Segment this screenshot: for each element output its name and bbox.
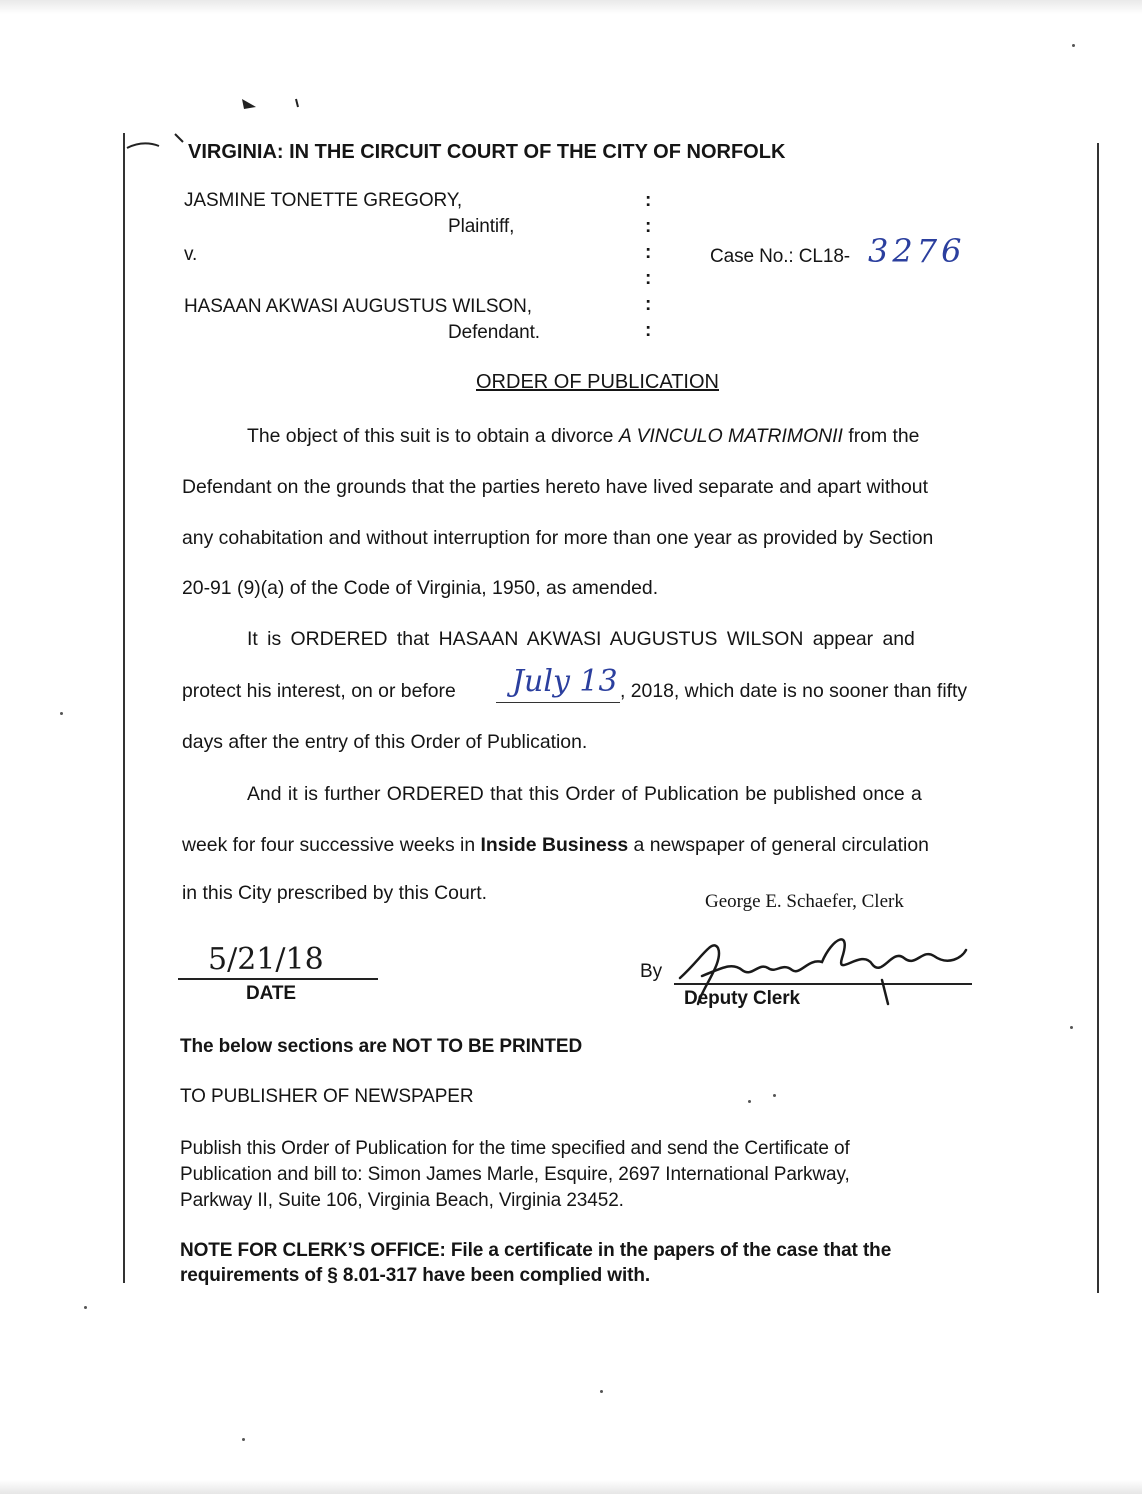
scan-speck <box>1072 44 1075 47</box>
defendant-name: HASAAN AKWASI AUGUSTUS WILSON, <box>184 296 532 317</box>
paragraph1-line3: any cohabitation and without interruption for more than one year as provided by Section <box>182 527 934 549</box>
paragraph2-line1: It is ORDERED that HASAAN AKWASI AUGUSTUS WILSON appear and <box>247 628 915 650</box>
paragraph3-line3: in this City prescribed by this Court. <box>182 882 487 904</box>
paragraph2-line3: days after the entry of this Order of Publication. <box>182 731 588 753</box>
paragraph3-line1: And it is further ORDERED that this Order of Publication be published once a <box>247 783 922 805</box>
order-title: ORDER OF PUBLICATION <box>476 371 719 393</box>
by-label: By <box>640 961 662 982</box>
paragraph3-line2: week for four successive weeks in Inside Business a newspaper of general circulation <box>182 834 929 856</box>
scan-speck <box>1070 1026 1073 1029</box>
hearing-date-handwritten: July 13 <box>512 664 618 699</box>
paragraph1-line1: The object of this suit is to obtain a divorce A VINCULO MATRIMONII from the <box>247 425 920 447</box>
clerk-note-line1: NOTE FOR CLERK’S OFFICE: File a certificate in the papers of the case that the <box>180 1240 892 1261</box>
paragraph1-line4: 20-91 (9)(a) of the Code of Virginia, 1950, as amended. <box>182 577 659 599</box>
clerk-name: George E. Schaefer, Clerk <box>705 891 904 912</box>
plaintiff-name: JASMINE TONETTE GREGORY, <box>184 190 463 211</box>
defendant-role: Defendant. <box>448 322 540 343</box>
not-printed-notice: The below sections are NOT TO BE PRINTED <box>180 1036 583 1057</box>
right-margin-line <box>1097 143 1099 1293</box>
scan-speck <box>242 1438 245 1441</box>
case-number-label: Case No.: CL18- <box>710 246 851 267</box>
scan-speck <box>773 1094 776 1097</box>
scan-speck <box>748 1100 751 1103</box>
clerk-note-line2: requirements of § 8.01-317 have been complied with. <box>180 1265 651 1286</box>
case-number-handwritten: 3276 <box>868 232 966 270</box>
scan-speck <box>60 712 63 715</box>
scan-speck <box>84 1306 87 1309</box>
scan-speck <box>600 1390 603 1393</box>
scan-arrow-mark <box>240 95 310 115</box>
publish-instructions-line1: Publish this Order of Publication for the time specified and send the Certificate of <box>180 1138 850 1159</box>
plaintiff-role: Plaintiff, <box>448 216 515 237</box>
paragraph1-line2: Defendant on the grounds that the parties hereto have lived separate and apart without <box>182 476 928 498</box>
document-page: VIRGINIA: IN THE CIRCUIT COURT OF THE CITY OF NORFOLK JASMINE TONETTE GREGORY, Plaintiff, v. HASAAN AKWASI AUGUSTUS WILSON, Defendant. : : : : : : Case No.: CL18- 3276 ORDER OF PUBLICATION The object of this suit is to obtain a divorce A VINCULO MATRIMONII from the Defendant on the grounds that the parties hereto have lived separate and apart without any cohabitation and without interruption for more than one year as provided by Section 20-91 (9)(a) of the Code of Virginia, 1950, as amended. It is ORDERED that HASAAN AKWASI AUGUSTUS WILSON appear and protect his interest, on or before July 13 , 2018, which date is no sooner than fifty days after the entry of this Order of Publication. And it is further ORDERED that this Order of Publication be published once a week for four successive weeks in Inside Business a newspaper of general circulation in this City prescribed by this Court. George E. Schaefer, Clerk 5/21/18 DATE By Deputy Clerk The below sections are NOT TO BE PRINTED TO PUBLISHER OF NEWSPAPER Publish this Order of Publication for the time specified and send the Certificate of Publication and bill to: Simon James Marle, Esquire, 2697 International Parkway, Parkway II, Suite 106, Virginia Beach, Virginia 23452. NOTE FOR CLERK’S OFFICE: File a certificate in the papers of the case that the requirements of § 8.01-317 have been complied with. <box>0 0 1142 1494</box>
publish-instructions-line3: Parkway II, Suite 106, Virginia Beach, Virginia 23452. <box>180 1190 624 1211</box>
hearing-date-blank <box>496 702 620 703</box>
deputy-clerk-label: Deputy Clerk <box>684 988 801 1009</box>
date-label: DATE <box>246 983 296 1004</box>
date-signature-line <box>178 978 378 980</box>
court-heading: VIRGINIA: IN THE CIRCUIT COURT OF THE CITY OF NORFOLK <box>188 141 786 163</box>
scan-edge-top <box>0 0 1142 14</box>
date-handwritten: 5/21/18 <box>208 942 324 977</box>
publish-instructions-line2: Publication and bill to: Simon James Marle, Esquire, 2697 International Parkway, <box>180 1164 850 1185</box>
paragraph2-line2b: , 2018, which date is no sooner than fifty <box>620 680 968 702</box>
paragraph2-line2a: protect his interest, on or before <box>182 680 456 702</box>
left-margin-line <box>123 133 125 1283</box>
scan-edge-bottom <box>0 1480 1142 1494</box>
to-publisher-heading: TO PUBLISHER OF NEWSPAPER <box>180 1086 474 1107</box>
versus-label: v. <box>184 244 198 265</box>
scan-marks <box>125 90 195 160</box>
